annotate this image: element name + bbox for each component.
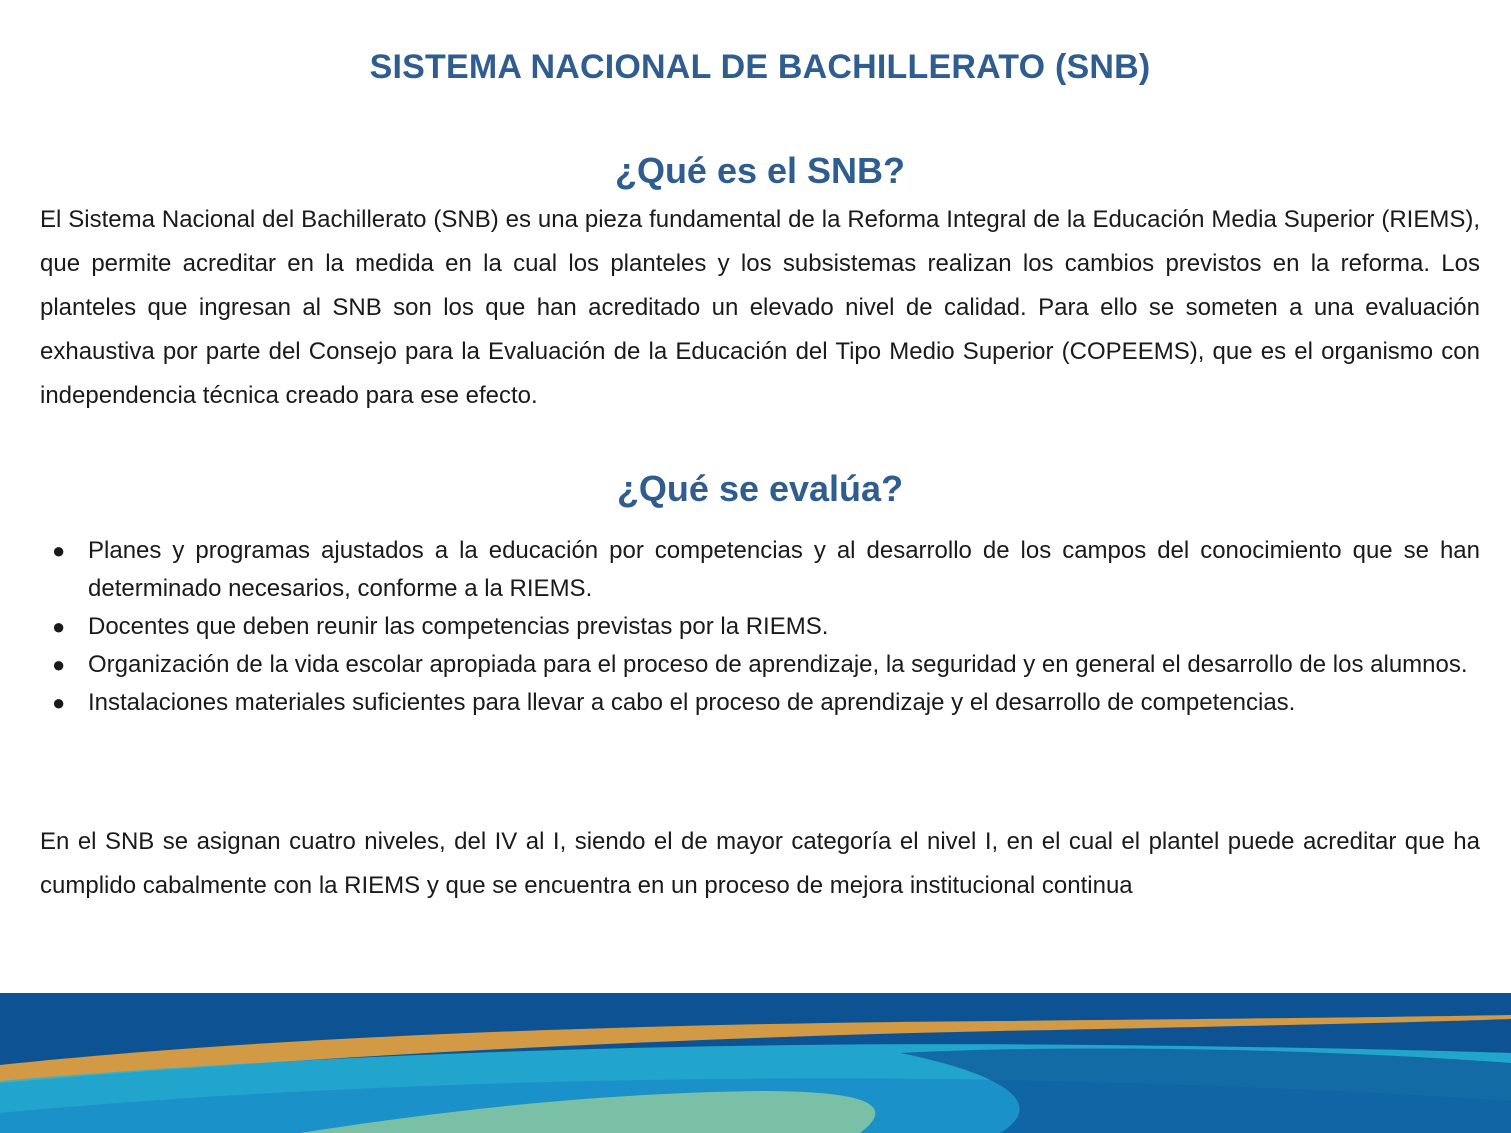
list-item xyxy=(40,684,1480,722)
list-item xyxy=(40,532,1480,608)
list-item xyxy=(40,646,1480,684)
bullet-icon: ● xyxy=(52,538,66,563)
page-title: SISTEMA NACIONAL DE BACHILLERATO (SNB) xyxy=(369,48,1151,86)
section-heading-what-is-evaluated: ¿Qué se evalúa? xyxy=(616,468,904,509)
list-item-text: Docentes que deben reunir las competencias previstas por la RIEMS. xyxy=(88,613,829,640)
bullet-icon: ● xyxy=(52,652,66,677)
list-item-text: Organización de la vida escolar apropiada para el proceso de aprendizaje, la seguridad y en general el desarrollo de los alumnos. xyxy=(88,651,1468,678)
list-item-text: Instalaciones materiales suficientes para llevar a cabo el proceso de aprendizaje y el desarrollo de competencias. xyxy=(88,689,1296,716)
levels-paragraph: En el SNB se asignan cuatro niveles, del IV al I, siendo el de mayor categoría el nivel I, en el cual el plantel puede acreditar que ha cumplido cabalmente con la RIEMS y que se encuentra en un proceso de mejora institucional continua xyxy=(40,828,1480,899)
section-heading-what-is-snb: ¿Qué es el SNB? xyxy=(614,150,906,191)
bullet-icon: ● xyxy=(52,690,66,715)
list-item xyxy=(40,608,1480,646)
intro-paragraph: El Sistema Nacional del Bachillerato (SNB) es una pieza fundamental de la Reforma Integral de la Educación Media Superior (RIEMS), que permite acreditar en la medida en la cual los planteles y los subsistemas realizan los cambios previstos en la reforma. Los planteles que ingresan al SNB son los que han acreditado un elevado nivel de calidad. Para ello se someten a una evaluación exhaustiva por parte del Consejo para la Evaluación de la Educación del Tipo Medio Superior (COPEEMS), que es el organismo con independencia técnica creado para ese efecto. xyxy=(40,206,1480,409)
wave-decoration-graphic xyxy=(0,993,1511,1133)
list-item-text: Planes y programas ajustados a la educación por competencias y al desarrollo de los campos del conocimiento que se han determinado necesarios, conforme a la RIEMS. xyxy=(88,537,1480,602)
bullet-icon: ● xyxy=(52,614,66,639)
decorative-footer-band xyxy=(0,993,1511,1133)
evaluation-criteria-list xyxy=(40,532,1480,722)
